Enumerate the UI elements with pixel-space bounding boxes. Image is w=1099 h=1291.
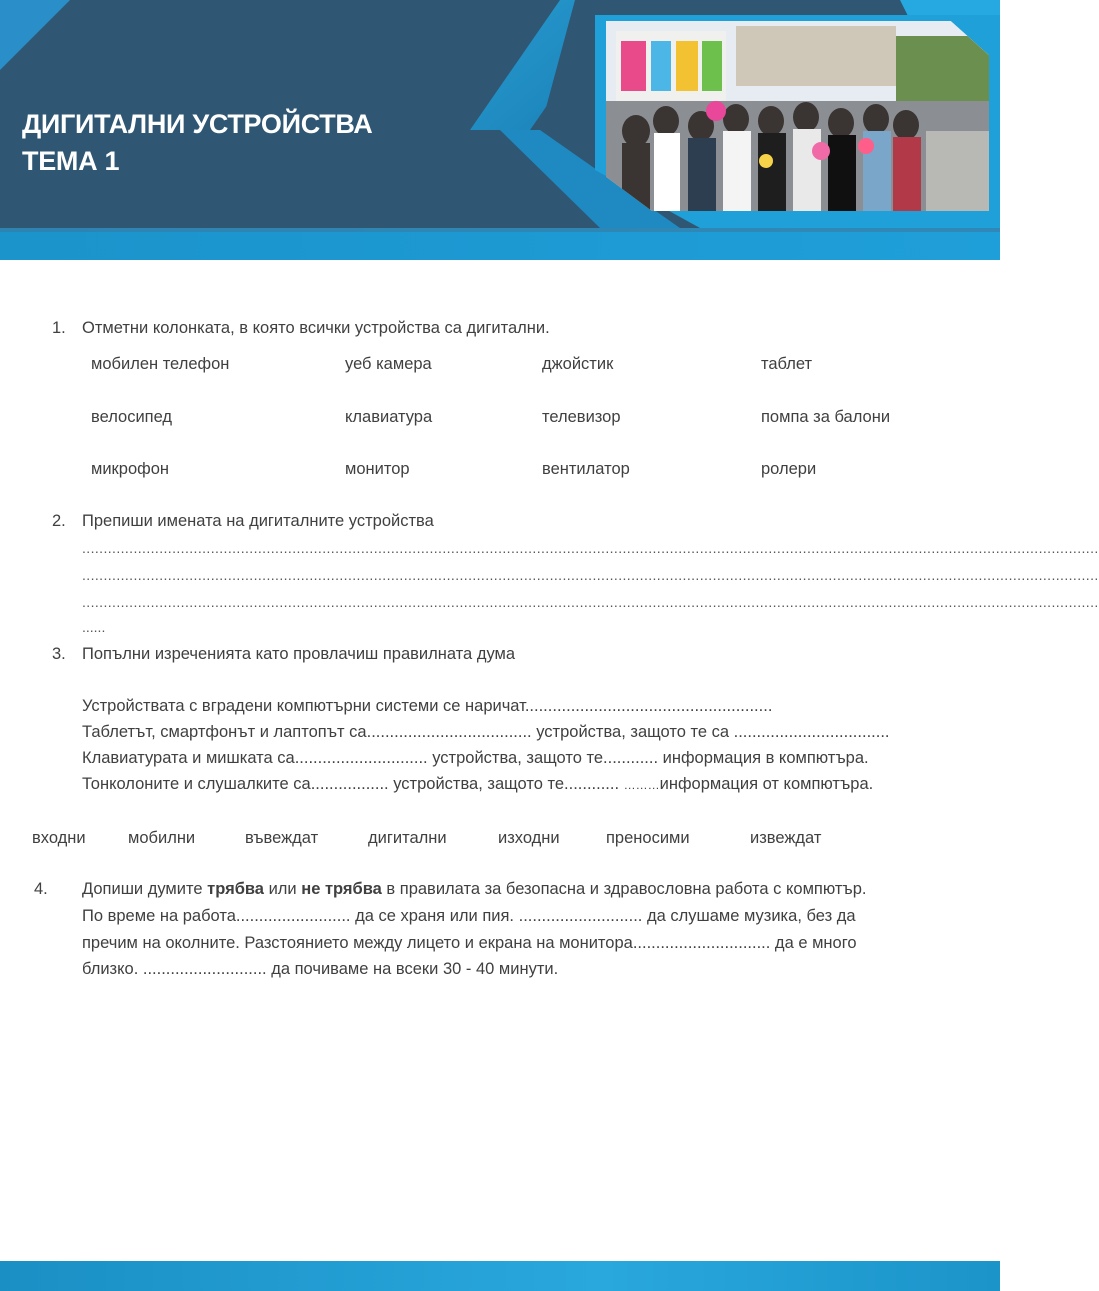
device-item[interactable]: клавиатура: [345, 408, 433, 426]
q4-text-part: Допиши думите: [82, 880, 208, 898]
sentence-1[interactable]: Устройствата с вградени компютърни системи се наричат......................................................: [82, 697, 773, 715]
question-1-text: Отметни колонката, в която всички устройства са дигитални.: [82, 319, 550, 337]
answer-line[interactable]: .............................................................................................................................................................................................................................................: [82, 540, 1099, 556]
answer-line[interactable]: .............................................................................................................................................................................................................................................: [82, 594, 1099, 610]
question-4-line-3[interactable]: пречим на околните. Разстоянието между лицето и екрана на монитора.............................. да е много: [82, 934, 857, 952]
q4-text-part: или: [264, 880, 302, 898]
question-4-number: 4.: [34, 880, 48, 898]
question-4-line-1: [82, 880, 867, 899]
footer-bar: [0, 1261, 1000, 1291]
q4-bold-must-not: не трябва: [301, 880, 382, 898]
question-3-number: 3.: [52, 645, 66, 663]
question-1-number: 1.: [52, 319, 66, 337]
group-photo-image: [606, 21, 989, 211]
question-4-line-2[interactable]: По време на работа......................... да се храня или пия. ........................... да слушаме музика, без да: [82, 907, 856, 925]
sentence-4-part-a: Тонколоните и слушалките са................. устройства, защото те............: [82, 775, 624, 793]
draggable-word[interactable]: преносими: [606, 829, 690, 847]
draggable-word[interactable]: дигитални: [368, 829, 447, 847]
device-item[interactable]: велосипед: [91, 408, 173, 426]
device-item[interactable]: джойстик: [542, 355, 614, 373]
draggable-word[interactable]: изходни: [498, 829, 560, 847]
question-4-line-4[interactable]: близко. ........................... да почиваме на всеки 30 - 40 минути.: [82, 960, 559, 978]
question-3-text: Попълни изреченията като провлачиш правилната дума: [82, 645, 516, 663]
answer-line[interactable]: .............................................................................................................................................................................................................................................: [82, 567, 1099, 583]
title-line-1: ДИГИТАЛНИ УСТРОЙСТВА: [22, 109, 373, 139]
device-item[interactable]: вентилатор: [542, 460, 630, 478]
sentence-4-part-b: ………: [623, 778, 660, 792]
draggable-word[interactable]: мобилни: [128, 829, 196, 847]
sentence-3[interactable]: Клавиатурата и мишката са............................. устройства, защото те............ информация в компютъра.: [82, 749, 869, 767]
sentence-4[interactable]: [82, 775, 873, 794]
device-item[interactable]: монитор: [345, 460, 410, 478]
device-item[interactable]: уеб камера: [345, 355, 432, 373]
title-line-2: ТЕМА 1: [22, 146, 120, 176]
q4-text-part: в правилата за безопасна и здравословна работа с компютър.: [381, 880, 867, 898]
sentence-2[interactable]: Таблетът, смартфонът и лаптопът са.................................... устройства, защото те са ..................................: [82, 723, 890, 741]
draggable-word[interactable]: входни: [32, 829, 86, 847]
device-item[interactable]: помпа за балони: [761, 408, 891, 426]
device-item[interactable]: мобилен телефон: [91, 355, 230, 373]
device-item[interactable]: ролери: [761, 460, 817, 478]
question-2-text: Препиши имената на дигиталните устройства: [82, 512, 434, 530]
sentence-4-part-c: информация от компютъра.: [659, 775, 874, 793]
page-title: [22, 106, 372, 180]
draggable-word[interactable]: извеждат: [750, 829, 822, 847]
device-item[interactable]: микрофон: [91, 460, 169, 478]
device-item[interactable]: таблет: [761, 355, 813, 373]
header-banner: [0, 0, 1000, 260]
device-item[interactable]: телевизор: [542, 408, 621, 426]
question-2-number: 2.: [52, 512, 66, 530]
answer-line-tail[interactable]: ......: [82, 619, 106, 635]
draggable-word[interactable]: въвеждат: [245, 829, 319, 847]
q4-bold-must: трябва: [207, 880, 264, 898]
